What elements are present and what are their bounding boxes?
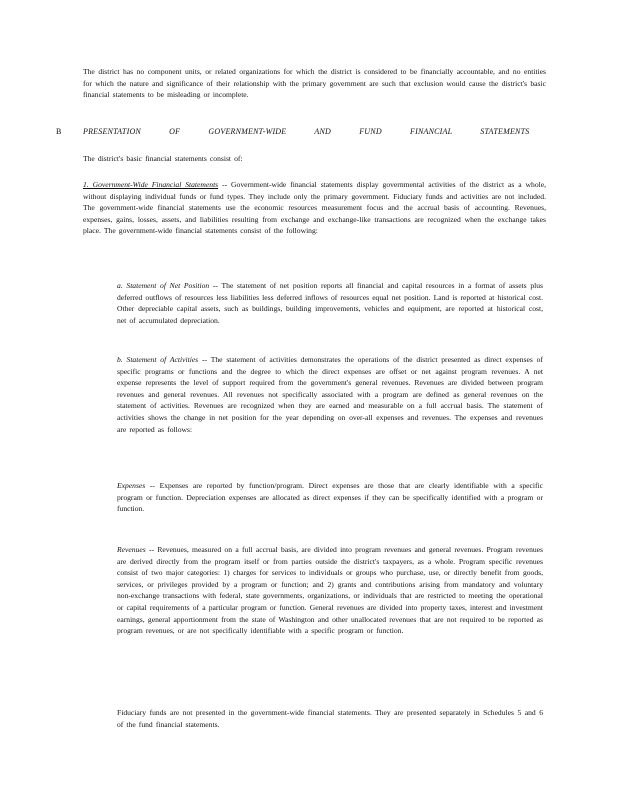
intro-text: The district has no component units, or related organizations for which the district is considered to be financially accountable, and no entities for which the nature and significance of their relationship with the primary government are such that exclusion would cause the district's basic financial statements to be misleading or incomplete. (83, 67, 546, 100)
item-a-body: -- The statement of net position reports all financial and capital resources in a format of assets plus deferred outflows of resources less liabilities less deferred inflows of resources equal net position. Land is reported at historical cost. Other depreciable capital assets, such as buildings, building improvements, vehicles and equipment, are reported at historical cost, net of accumulated depreciation. (117, 281, 543, 325)
revenues-paragraph (117, 544, 543, 637)
section-letter: B (56, 127, 62, 136)
expenses-body: -- Expenses are reported by function/program. Direct expenses are those that are clearly identifiable with a specific program or function. Depreciation expenses are allocated as direct expenses if they can be specifically identified with a program or function. (117, 481, 543, 514)
revenues-body: -- Revenues, measured on a full accrual basis, are divided into program revenues and general revenues. Program revenues are derived directly from the program itself or from parties outside the district's taxpayers, as a whole. Program specific revenues consist of two major categories: 1) charges for services to individuals or groups who purchase, use, or directly benefit from goods, services, or privileges provided by a program or function; and 2) grants and contributions arising from mandatory and voluntary non-exchange transactions with federal, state governments, organizations, or individuals that are restricted to meeting the operational or capital requirements of a particular program or function. General revenues are divided into property taxes, interest and investment earnings, general apportionment from the state of Washington and other unallocated revenues that are not required to be reported as program revenues, or are not specifically identifiable with a specific program or function. (117, 545, 543, 636)
item1-body: -- Government-wide financial statements display governmental activities of the district as a whole, without displaying individual funds or fund types. They include only the primary government. Fiduciary funds and activities are not included. The government-wide financial statements use the economic resources measurement focus and the accrual basis of accounting. Revenues, expenses, gains, losses, assets, and liabilities resulting from exchange and exchange-like transactions are recognized when the exchange takes place. The government-wide financial statements consist of the following: (83, 180, 546, 236)
item-b-body: -- The statement of activities demonstrates the operations of the district presented as direct expenses of specific programs or functions and the degree to which the direct expenses are offset or net against program revenues. A net expense represents the level of support required from the government's general revenues. Revenues are divided between program revenues and general revenues. All revenues not specifically associated with a program are defined as general revenues on the statement of activities. Revenues are recognized when they are earned and measurable on a full accrual basis. The statement of activities shows the change in net position for the year depending on over-all expenses and revenues. The expenses and revenues are reported as follows: (117, 355, 543, 434)
revenues-heading: Revenues (117, 545, 146, 554)
intro-paragraph (83, 66, 546, 101)
item-b-paragraph (117, 354, 543, 435)
item1-heading: 1. Government-Wide Financial Statements (83, 180, 219, 189)
item-b-heading: b. Statement of Activities (117, 355, 199, 364)
section-title: PRESENTATION OF GOVERNMENT-WIDE AND FUND FINANCIAL STATEMENTS (83, 127, 530, 136)
consist-paragraph (83, 153, 546, 165)
consist-text: The district's basic financial statements consist of: (83, 154, 243, 163)
item-a-heading: a. Statement of Net Position (117, 281, 210, 290)
expenses-paragraph (117, 480, 543, 515)
item-a-paragraph (117, 280, 543, 326)
expenses-heading: Expenses (117, 481, 146, 490)
fiduciary-paragraph (117, 707, 543, 730)
item1-paragraph (83, 179, 546, 237)
fiduciary-text: Fiduciary funds are not presented in the government-wide financial statements. They are presented separately in Schedules 5 and 6 of the fund financial statements. (117, 708, 543, 729)
